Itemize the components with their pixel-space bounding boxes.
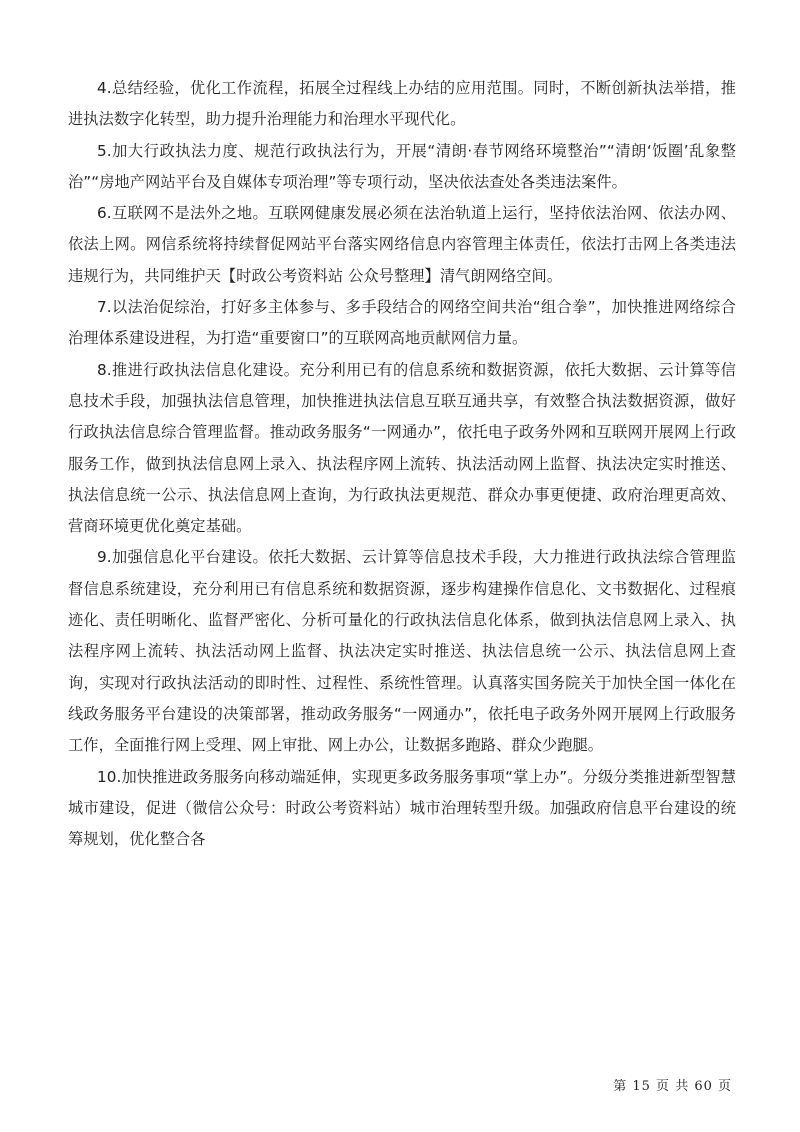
paragraph-7: 7.以法治促综治，打好多主体参与、多手段结合的网络空间共治“组合拳”，加快推进网络综合治理体系建设进程，为打造“重要窗口”的互联网高地贡献网信力量。 (68, 298, 736, 348)
paragraph-8: 8.推进行政执法信息化建设。充分利用已有的信息系统和数据资源，依托大数据、云计算等信息技术手段，加强执法信息管理，加快推进执法信息互联互通共享，有效整合执法数据资源，做好行政执法信息综合管理监督。推动政务服务“一网通办”，依托电子政务外网和互联网开展网上行政服务工作，做到执法信息网上录入、执法程序网上流转、执法活动网上监督、执法决定实时推送、执法信息统一公示、执法信息网上查询，为行政执法更规范、群众办事更便捷、政府治理更高效、营商环境更优化奠定基础。 (68, 360, 736, 536)
page-number-footer: 第 15 页 共 60 页 (613, 1079, 732, 1094)
paragraph-10: 10.加快推进政务服务向移动端延伸，实现更多政务服务事项“掌上办”。分级分类推进新型智慧城市建设，促进（微信公众号：时政公考资料站）城市治理转型升级。加强政府信息平台建设的统筹规划，优化整合各 (68, 767, 736, 849)
paragraph-9: 9.加强信息化平台建设。依托大数据、云计算等信息技术手段，大力推进行政执法综合管理监督信息系统建设，充分利用已有信息系统和数据资源，逐步构建操作信息化、文书数据化、过程痕迹化、责任明晰化、监督严密化、分析可量化的行政执法信息化体系，做到执法信息网上录入、执法程序网上流转、执法活动网上监督、执法决定实时推送、执法信息统一公示、执法信息网上查询，实现对行政执法活动的即时性、过程性、系统性管理。认真落实国务院关于加快全国一体化在线政务服务平台建设的决策部署，推动政务服务“一网通办”，依托电子政务外网开展网上行政服务工作，全面推行网上受理、网上审批、网上办公，让数据多跑路、群众少跑腿。 (68, 548, 736, 755)
paragraph-5: 5.加大行政执法力度、规范行政执法行为，开展“清朗·春节网络环境整治”“清朗‘饭圈’乱象整治”“房地产网站平台及自媒体专项治理”等专项行动，坚决依法查处各类违法案件。 (68, 141, 736, 191)
paragraph-6: 6.互联网不是法外之地。互联网健康发展必须在法治轨道上运行，坚持依法治网、依法办网、依法上网。网信系统将持续督促网站平台落实网络信息内容管理主体责任，依法打击网上各类违法违规行为，共同维护天【时政公考资料站 公众号整理】清气朗网络空间。 (68, 204, 736, 285)
document-body (68, 73, 736, 855)
paragraph-4: 4.总结经验，优化工作流程，拓展全过程线上办结的应用范围。同时，不断创新执法举措，推进执法数字化转型，助力提升治理能力和治理水平现代化。 (68, 79, 736, 129)
